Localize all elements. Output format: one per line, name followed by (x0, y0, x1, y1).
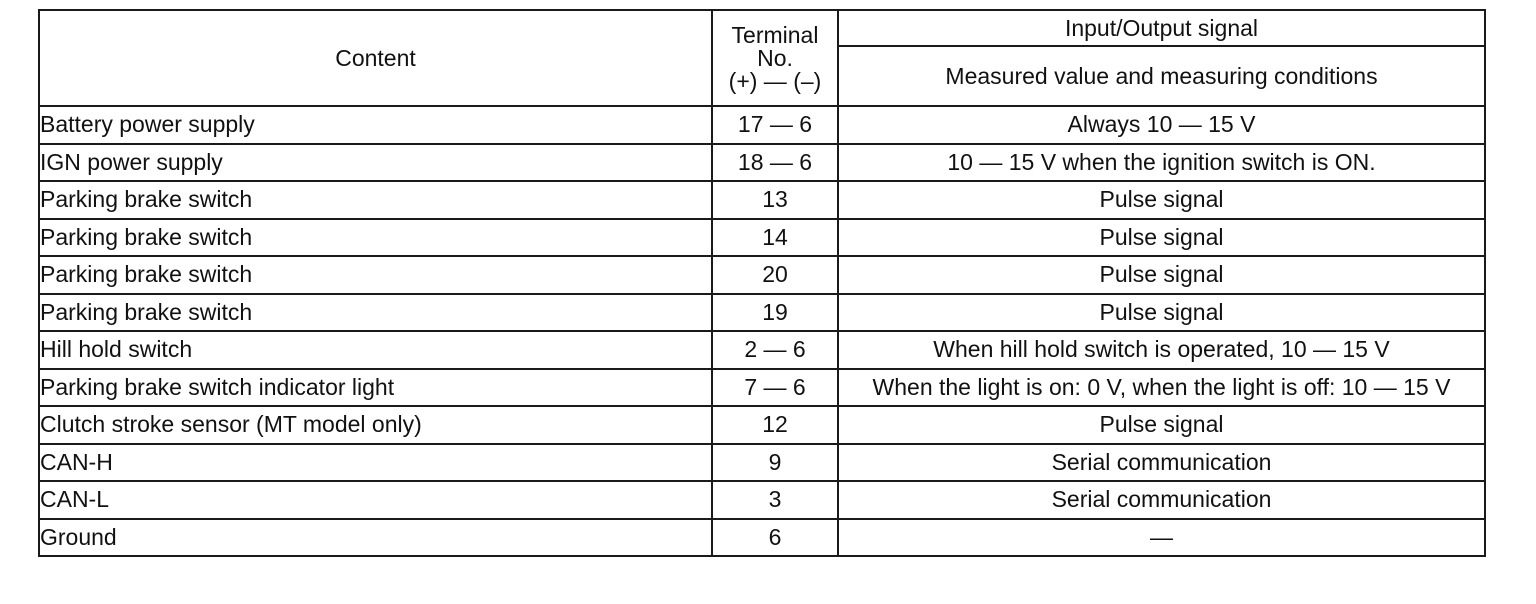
row-signal-cell: Pulse signal (838, 256, 1485, 294)
header-io-signal: Input/Output signal (838, 10, 1485, 46)
row-signal-cell: When hill hold switch is operated, 10 — 15 V (838, 331, 1485, 369)
row-content-cell: Parking brake switch (39, 294, 712, 332)
row-terminal-cell: 9 (712, 444, 838, 482)
row-content-cell: Parking brake switch (39, 219, 712, 257)
header-terminal-line-2: No. (757, 44, 793, 71)
table-row (39, 444, 1485, 482)
table-row (39, 181, 1485, 219)
row-content-cell: Ground (39, 519, 712, 557)
terminal-spec-table (38, 9, 1486, 557)
table-row (39, 294, 1485, 332)
table-row (39, 369, 1485, 407)
row-terminal-cell: 2 — 6 (712, 331, 838, 369)
table-row (39, 256, 1485, 294)
row-signal-cell: 10 — 15 V when the ignition switch is ON. (838, 144, 1485, 182)
row-signal-cell: Serial communication (838, 481, 1485, 519)
row-content-cell: CAN-L (39, 481, 712, 519)
row-terminal-cell: 17 — 6 (712, 106, 838, 144)
header-row-top (39, 10, 1485, 46)
header-terminal-line-3: (+) — (–) (728, 67, 822, 94)
table-body (39, 106, 1485, 556)
table-row (39, 144, 1485, 182)
row-terminal-cell: 7 — 6 (712, 369, 838, 407)
row-signal-cell: — (838, 519, 1485, 557)
row-signal-cell: Pulse signal (838, 294, 1485, 332)
row-terminal-cell: 14 (712, 219, 838, 257)
row-signal-cell: When the light is on: 0 V, when the light is off: 10 — 15 V (838, 369, 1485, 407)
table-header (39, 10, 1485, 106)
row-content-cell: Hill hold switch (39, 331, 712, 369)
table-row (39, 106, 1485, 144)
header-terminal-no (712, 10, 838, 106)
row-terminal-cell: 13 (712, 181, 838, 219)
row-signal-cell: Pulse signal (838, 219, 1485, 257)
row-content-cell: IGN power supply (39, 144, 712, 182)
row-content-cell: Parking brake switch indicator light (39, 369, 712, 407)
header-content: Content (39, 10, 712, 106)
row-terminal-cell: 3 (712, 481, 838, 519)
table-row (39, 219, 1485, 257)
table-row (39, 519, 1485, 557)
row-content-cell: CAN-H (39, 444, 712, 482)
row-signal-cell: Pulse signal (838, 406, 1485, 444)
header-terminal-line-1: Terminal (731, 21, 819, 48)
row-signal-cell: Serial communication (838, 444, 1485, 482)
row-signal-cell: Pulse signal (838, 181, 1485, 219)
row-content-cell: Parking brake switch (39, 181, 712, 219)
row-terminal-cell: 20 (712, 256, 838, 294)
row-content-cell: Parking brake switch (39, 256, 712, 294)
header-measured-value: Measured value and measuring conditions (838, 46, 1485, 106)
row-terminal-cell: 19 (712, 294, 838, 332)
row-terminal-cell: 18 — 6 (712, 144, 838, 182)
table-row (39, 406, 1485, 444)
row-content-cell: Clutch stroke sensor (MT model only) (39, 406, 712, 444)
row-terminal-cell: 6 (712, 519, 838, 557)
table-row (39, 481, 1485, 519)
row-content-cell: Battery power supply (39, 106, 712, 144)
row-signal-cell: Always 10 — 15 V (838, 106, 1485, 144)
table-row (39, 331, 1485, 369)
row-terminal-cell: 12 (712, 406, 838, 444)
